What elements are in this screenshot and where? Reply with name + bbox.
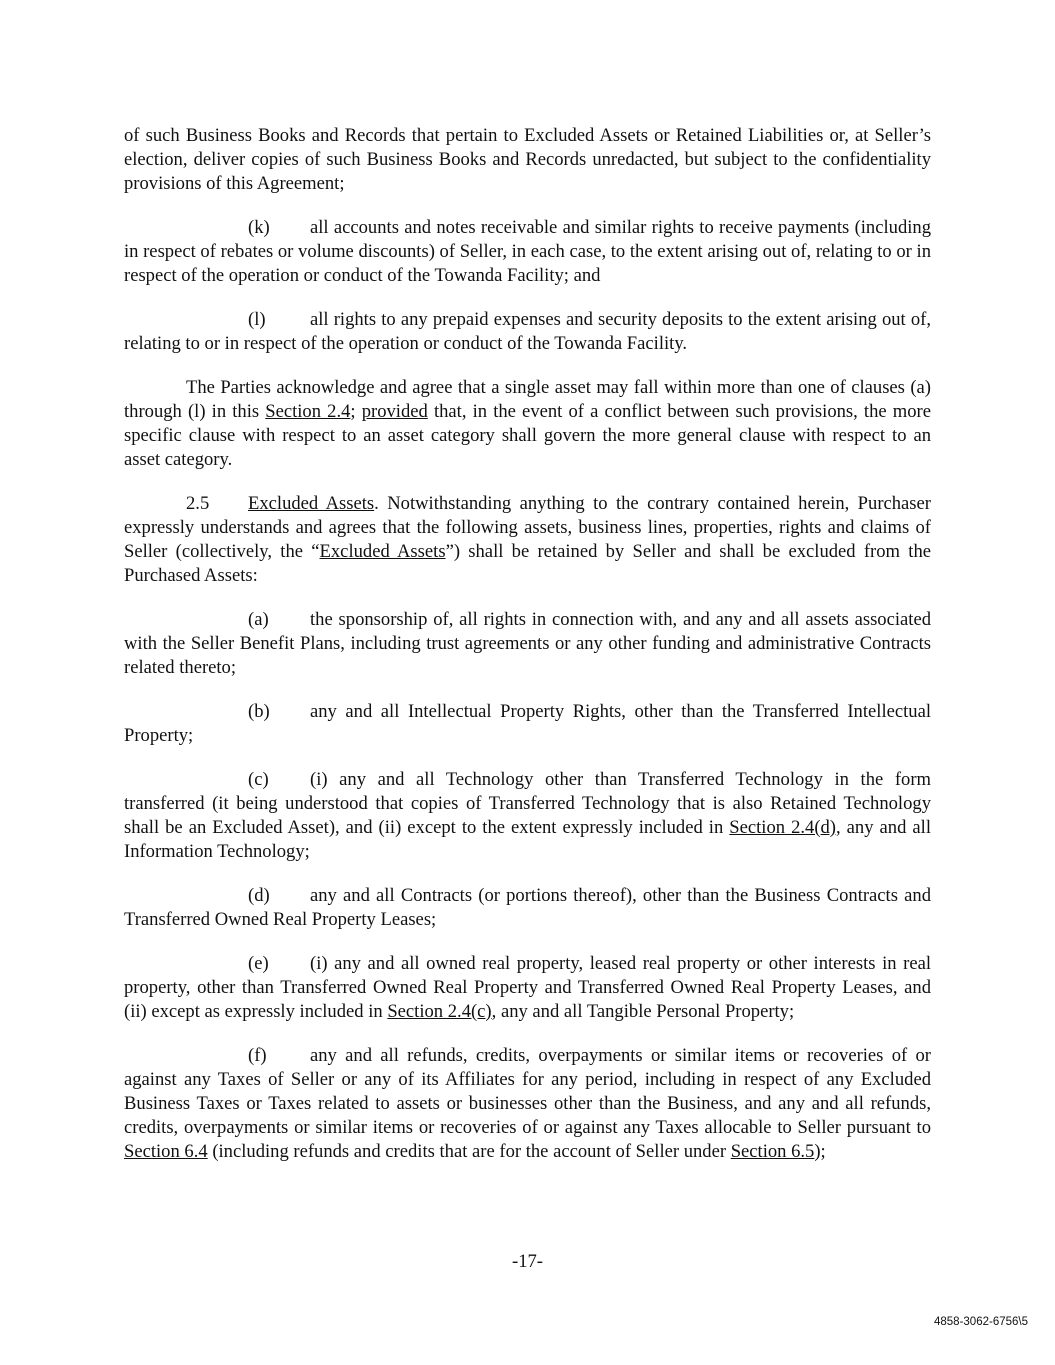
clause-label: (l) [248,309,266,330]
clause-l [124,308,931,356]
section-reference: Section 2.4 [265,401,351,422]
clause-d [124,884,931,932]
clause-text: any and all Intellectual Property Rights, other than the Transferred Intellectual Property; [124,701,931,746]
section-number: 2.5 [186,493,210,514]
defined-term: Excluded Assets [319,541,446,562]
clause-text: all rights to any prepaid expenses and security deposits to the extent arising out of, relating to or in respect of the operation or conduct of the Towanda Facility. [124,309,931,354]
clause-f: (f) any and all refunds, credits, overpayments or similar items or recoveries of or against any Taxes of Seller or any of its Affiliates for any period, including in respect of any Excluded Business Taxes or Taxes related to assets or businesses other than the Business, and any and all refunds, credits, overpayments or similar items or recoveries of or against any Taxes allocable to Seller pursuant to Section 6.4 (including refunds and credits that are for the account of Seller under Section 6.5); [124,1045,931,1162]
section-heading: Excluded Assets [248,493,375,514]
page-number: -17- [512,1251,543,1272]
clause-label: (b) [248,701,270,722]
clause-e: (e) (i) any and all owned real property, leased real property or other interests in real property, other than Transferred Owned Real Property and Transferred Owned Real Property Leases, and (ii) except as expressly included in Section 2.4(c), any and all Tangible Personal Property; [124,953,931,1022]
clause-b [124,700,931,748]
section-reference: Section 2.4(d) [729,817,836,838]
clause-text: the sponsorship of, all rights in connection with, and any and all assets associated with the Seller Benefit Plans, including trust agreements or any other funding and administrative Contracts related thereto; [124,609,931,678]
continuation-paragraph: of such Business Books and Records that pertain to Excluded Assets or Retained Liabilities or, at Seller’s election, deliver copies of such Business Books and Records unredacted, but subject to the confidentiality provisions of this Agreement; [124,125,931,194]
document-id: 4858-3062-6756\5 [934,1316,1028,1328]
document-body [124,124,931,1184]
clause-text: all accounts and notes receivable and similar rights to receive payments (including in respect of rebates or volume discounts) of Seller, in each case, to the extent arising out of, relating to or in respect of the operation or conduct of the Towanda Facility; and [124,217,931,286]
clause-label: (c) [248,769,269,790]
clause-c: (c) (i) any and all Technology other than Transferred Technology in the form transferred (it being understood that copies of Transferred Technology that is also Retained Technology shall be an Excluded Asset), and (ii) except to the extent expressly included in Section 2.4(d), any and all Information Technology; [124,769,931,862]
section-reference: Section 2.4(c) [387,1001,492,1022]
acknowledge-paragraph: The Parties acknowledge and agree that a single asset may fall within more than one of clauses (a) through (l) in this Section 2.4; provided that, in the event of a conflict between such provisions, the more specific clause with respect to an asset category shall govern the more general clause with respect to an asset category. [124,377,931,470]
section-reference: Section 6.5 [730,1141,815,1162]
proviso-term: provided [361,401,428,422]
clause-label: (d) [248,885,270,906]
clause-label: (e) [248,953,269,974]
clause-k [124,216,931,288]
clause-a [124,608,931,680]
clause-label: (f) [248,1045,267,1066]
clause-label: (a) [248,609,269,630]
section-2-5: 2.5 Excluded Assets. Notwithstanding anything to the contrary contained herein, Purchaser expressly understands and agrees that the following assets, business lines, properties, rights and claims of Seller (collectively, the “Excluded Assets”) shall be retained by Seller and shall be excluded from the Purchased Assets: [124,493,931,586]
section-reference: Section 6.4 [124,1141,208,1162]
clause-text: any and all Contracts (or portions thereof), other than the Business Contracts and Transferred Owned Real Property Leases; [124,885,931,930]
clause-label: (k) [248,217,270,238]
